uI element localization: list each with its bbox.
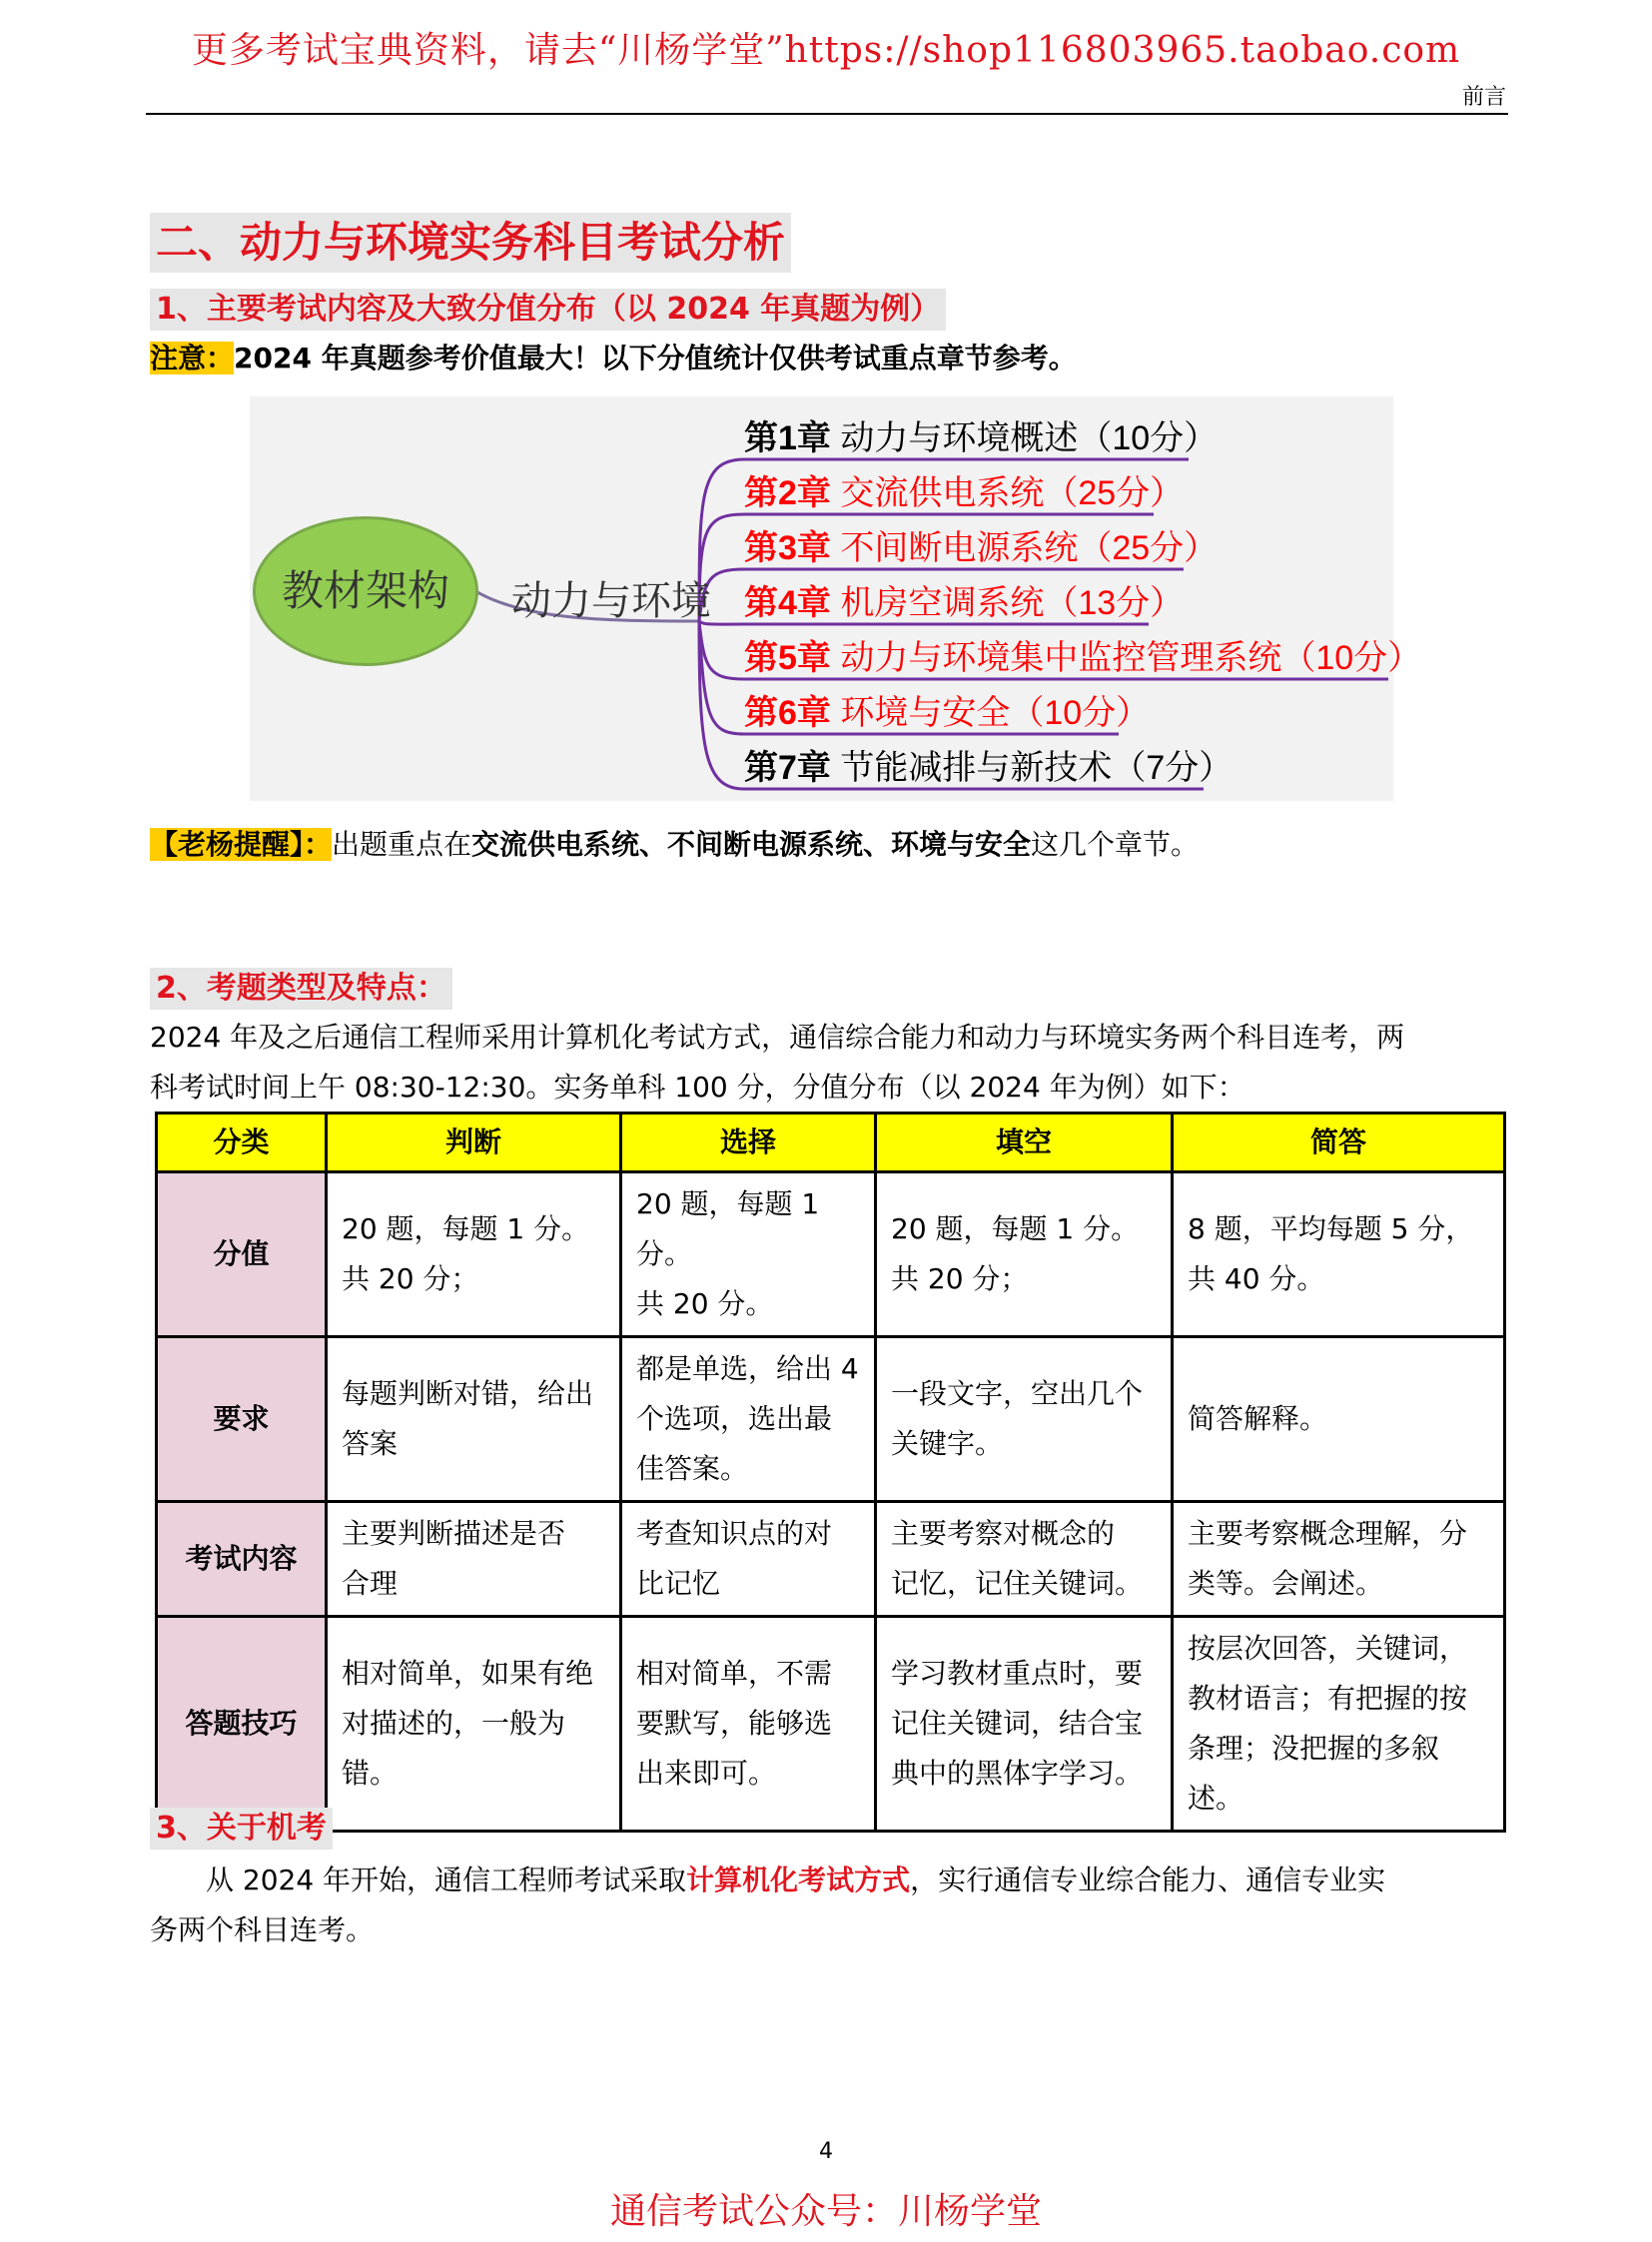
mindmap-branch: 动力与环境 <box>511 578 711 624</box>
table-cell: 学习教材重点时，要 记住关键词，结合宝 典中的黑体字学习。 <box>876 1617 1173 1832</box>
table-row <box>157 1172 1505 1337</box>
chapter-number: 第7章 <box>744 749 831 787</box>
table-cell: 相对简单，不需 要默写，能够选 出来即可。 <box>621 1617 876 1832</box>
table-cell: 主要考察概念理解，分 类等。会阐述。 <box>1173 1502 1505 1617</box>
table-cell: 8 题，平均每题 5 分， 共 40 分。 <box>1173 1172 1505 1337</box>
part3-red: 计算机化考试方式 <box>686 1864 911 1896</box>
chapter-number: 第2章 <box>744 474 831 512</box>
chapter-title: 节能减排与新技术（7分） <box>830 749 1234 787</box>
table-cell: 相对简单，如果有绝 对描述的，一般为 错。 <box>327 1617 621 1832</box>
table-cell: 主要考察对概念的 记忆，记住关键词。 <box>876 1502 1173 1617</box>
row-label: 分值 <box>157 1172 327 1337</box>
chapter-number: 第6章 <box>744 694 831 732</box>
mindmap-chapter <box>744 465 1184 514</box>
chapter-title: 不间断电源系统（25分） <box>830 529 1219 567</box>
table-header-row <box>157 1114 1505 1172</box>
table-row <box>157 1617 1505 1832</box>
table-cell: 每题判断对错，给出 答案 <box>327 1337 621 1502</box>
note-text: 2024 年真题参考价值最大！以下分值统计仅供考试重点章节参考。 <box>234 342 1077 374</box>
reminder-bold: 交流供电系统、不间断电源系统、环境与安全 <box>471 828 1032 861</box>
part1-title: 1、主要考试内容及大致分值分布（以 2024 年真题为例） <box>150 289 946 331</box>
page-number: 4 <box>819 2139 833 2164</box>
chapter-title: 动力与环境概述（10分） <box>830 419 1219 457</box>
part3-paragraph <box>150 1856 1508 1905</box>
table-header: 填空 <box>876 1114 1173 1172</box>
note-label: 注意： <box>150 342 235 374</box>
table-cell: 简答解释。 <box>1173 1337 1505 1502</box>
table-cell: 按层次回答，关键词， 教材语言；有把握的按 条理；没把握的多叙 述。 <box>1173 1617 1505 1832</box>
chapter-number: 第4章 <box>744 584 831 622</box>
header-section-label: 前言 <box>1461 85 1506 110</box>
part3-post: ，实行通信专业综合能力、通信专业实 <box>910 1864 1386 1896</box>
table-cell: 20 题，每题 1 分。 共 20 分； <box>876 1172 1173 1337</box>
part3-title: 3、关于机考 <box>150 1808 333 1850</box>
chapter-title: 环境与安全（10分） <box>830 694 1151 732</box>
reminder-pre: 出题重点在 <box>332 828 472 861</box>
header-promo: 更多考试宝典资料，请去“川杨学堂”https://shop116803965.taobao.com <box>191 30 1461 71</box>
table-cell: 考查知识点的对 比记忆 <box>621 1502 876 1617</box>
part2-line1: 2024 年及之后通信工程师采用计算机化考试方式，通信综合能力和动力与环境实务两个科目连考，两 <box>150 1021 1405 1054</box>
row-label: 答题技巧 <box>157 1617 327 1832</box>
teacher-reminder <box>150 824 1199 866</box>
mindmap-chapter <box>744 410 1218 459</box>
table-header: 判断 <box>327 1114 621 1172</box>
chapter-title: 交流供电系统（25分） <box>830 474 1185 512</box>
table-cell: 20 题，每题 1 分。 共 20 分。 <box>621 1172 876 1337</box>
part2-title: 2、考题类型及特点： <box>150 968 452 1010</box>
table-header: 简答 <box>1173 1114 1505 1172</box>
chapter-number: 第3章 <box>744 529 831 567</box>
chapter-number: 第5章 <box>744 639 831 677</box>
table-cell: 主要判断描述是否 合理 <box>327 1502 621 1617</box>
part2-line2: 科考试时间上午 08:30-12:30。实务单科 100 分，分值分布（以 2024 年为例）如下： <box>150 1071 1245 1104</box>
mindmap-root: 教材架构 <box>253 516 478 666</box>
mindmap-chapter <box>744 520 1218 569</box>
footer-promo: 通信考试公众号：川杨学堂 <box>609 2191 1042 2232</box>
table-header: 选择 <box>621 1114 876 1172</box>
reminder-post: 这几个章节。 <box>1031 828 1200 861</box>
part3-pre: 从 2024 年开始，通信工程师考试采取 <box>206 1864 687 1896</box>
chapter-title: 动力与环境集中监控管理系统（10分） <box>830 639 1422 677</box>
row-label: 考试内容 <box>157 1502 327 1617</box>
row-label: 要求 <box>157 1337 327 1502</box>
table-cell: 都是单选，给出 4 个选项，选出最 佳答案。 <box>621 1337 876 1502</box>
chapter-title: 机房空调系统（13分） <box>830 584 1185 622</box>
part3-line2: 务两个科目连考。 <box>150 1913 375 1946</box>
table-cell: 一段文字，空出几个 关键字。 <box>876 1337 1173 1502</box>
section-title: 二、动力与环境实务科目考试分析 <box>150 213 791 273</box>
table-header: 分类 <box>157 1114 327 1172</box>
mindmap-chapter <box>744 740 1233 789</box>
table-row <box>157 1337 1505 1502</box>
mindmap-chapter <box>744 685 1150 734</box>
mindmap-chapter <box>744 630 1421 679</box>
reminder-label: 【老杨提醒】： <box>150 828 333 861</box>
mindmap-chapter <box>744 575 1184 624</box>
exam-types-table <box>155 1112 1506 1833</box>
table-cell: 20 题，每题 1 分。 共 20 分； <box>327 1172 621 1337</box>
chapter-number: 第1章 <box>744 419 831 457</box>
table-row <box>157 1502 1505 1617</box>
